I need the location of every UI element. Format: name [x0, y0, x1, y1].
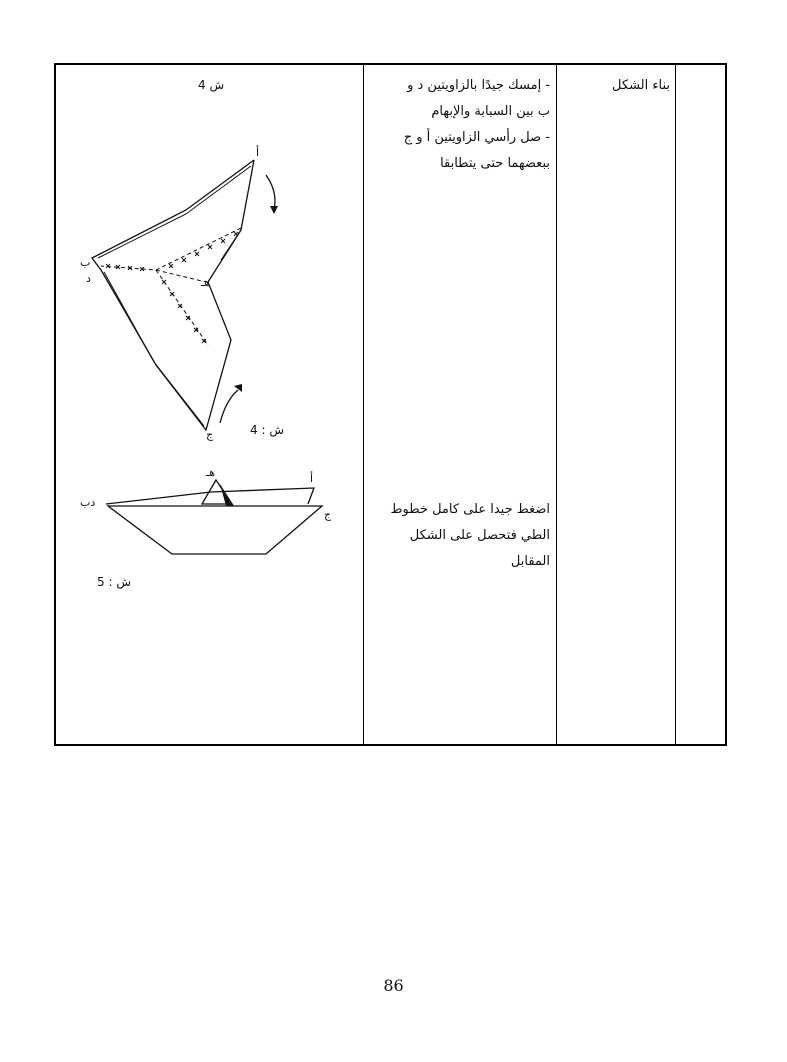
point-label: هـ — [206, 466, 216, 479]
point-label: د — [86, 272, 91, 285]
figure-5-caption: ش : 5 — [97, 575, 131, 589]
point-label: ج — [206, 428, 214, 441]
column-divider — [675, 65, 676, 744]
figure-4-caption: ش : 4 — [250, 423, 284, 437]
text-line: ببعضهما حتى يتطابقا — [440, 156, 550, 171]
crease-line — [156, 270, 206, 282]
figure-4-top-label: ش 4 — [198, 78, 225, 92]
boat-hull — [108, 506, 322, 554]
point-label: ب — [80, 256, 91, 269]
point-label: هـ — [201, 276, 211, 289]
rotate-arrow-icon — [220, 390, 238, 423]
page-number: 86 — [383, 976, 404, 995]
text-line: اضغط جيدا على كامل خطوط — [390, 502, 550, 517]
text-line: - صل رأسي الزاويتين أ و ج — [403, 130, 550, 145]
point-label: دب — [80, 496, 96, 509]
point-label: أ — [310, 472, 314, 485]
point-label: أ — [256, 146, 260, 159]
section-title: بناء الشكل — [612, 78, 670, 93]
column-divider — [363, 65, 364, 744]
column-divider — [556, 65, 557, 744]
step1-instructions — [365, 73, 550, 177]
text-line: ب بين السبابة والإبهام — [431, 104, 550, 119]
figure-4-diagram — [56, 140, 356, 450]
text-line: المقابل — [510, 554, 550, 569]
text-line: - إمسك جيدًا بالزاويتين د و — [407, 78, 550, 93]
step2-instructions — [365, 497, 550, 575]
text-line: الطي فتحصل على الشكل — [409, 528, 550, 543]
point-label: ج — [324, 508, 332, 521]
rotate-arrow-icon — [266, 175, 275, 210]
figure-5-diagram — [76, 462, 346, 562]
